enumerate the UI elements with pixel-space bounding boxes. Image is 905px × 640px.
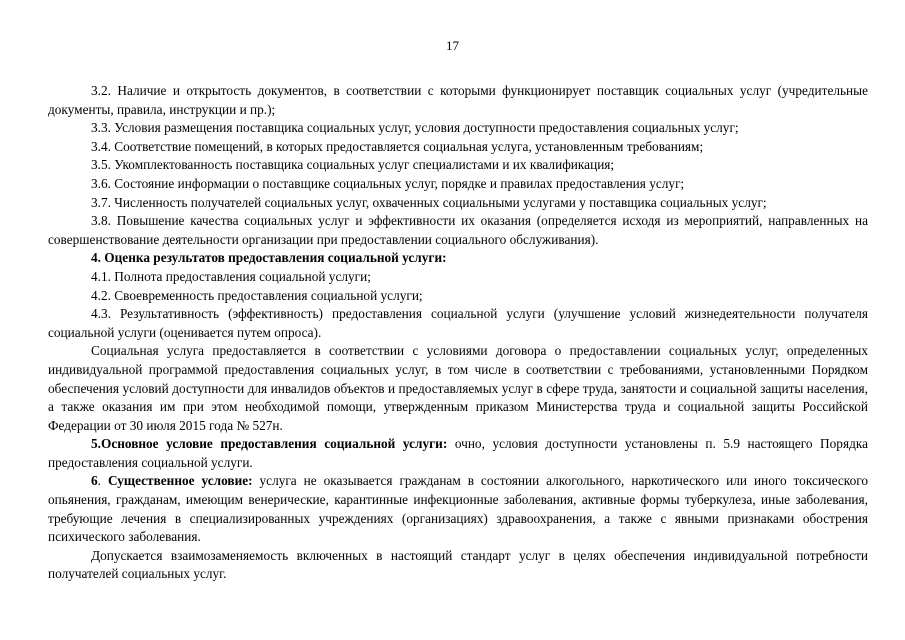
paragraph-3-7: 3.7. Численность получателей социальных услуг, охваченных социальными услугами у поставщика социальных услуг; (91, 194, 767, 210)
paragraph-5 (48, 435, 868, 472)
paragraph-social-service: Социальная услуга предоставляется в соответствии с условиями договора о предоставлении социальных услуг, определенных индивидуальной программой предоставления социальных услуг, в том числе в соответствии с требованиями, установленными Порядком обеспечения условий доступности для инвалидов объектов и предоставляемых услуг в сфере труда, занятости и социальной защиты населения, а также оказания им при этом необходимой помощи, утвержденным приказом Министерства труда и социальной защиты Российской Федерации от 30 июля 2015 года № 527н. (48, 343, 868, 433)
paragraph-6-text: услуга не оказывается гражданам в состоянии алкогольного, наркотического или иного токсического опьянения, гражданам, имеющим венерические, карантинные инфекционные заболевания, активные формы туберкулеза, иные заболевания, требующие лечения в специализированных учреждениях (организациях) здравоохранения, а также с явными признаками обострения психического заболевания. (48, 473, 869, 545)
page-number: 17 (446, 38, 459, 53)
section-4-heading: 4. Оценка результатов предоставления социальной услуги: (91, 250, 447, 266)
paragraph-6-number: 6 (91, 473, 98, 489)
paragraph-4-1: 4.1. Полнота предоставления социальной услуги; (91, 268, 371, 284)
document-body (48, 82, 868, 584)
paragraph-3-3: 3.3. Условия размещения поставщика социальных услуг, условия доступности предоставления социальных услуг; (91, 120, 739, 136)
paragraph-3-2: 3.2. Наличие и открытость документов, в соответствии с которыми функционирует поставщик социальных услуг (учредительные документы, правила, инструкции и пр.); (48, 83, 868, 117)
paragraph-5-text: очно, условия доступности установлены п. 5.9 настоящего Порядка предоставления социальной услуги. (48, 436, 869, 470)
paragraph-6-separator: . (97, 473, 108, 489)
paragraph-4-2: 4.2. Своевременность предоставления социальной услуги; (91, 287, 423, 303)
paragraph-6-bold: Существенное условие: (107, 473, 253, 489)
paragraph-5-bold: 5.Основное условие предоставления социальной услуги: (91, 436, 448, 452)
paragraph-6 (48, 472, 868, 546)
paragraph-3-6: 3.6. Состояние информации о поставщике социальных услуг, порядке и правилах предоставления услуг; (91, 175, 685, 191)
paragraph-interchangeability: Допускается взаимозаменяемость включенных в настоящий стандарт услуг в целях обеспечения индивидуальной потребности получателей социальных услуг. (48, 547, 868, 582)
paragraph-3-8: 3.8. Повышение качества социальных услуг и эффективности их оказания (определяется исходя из мероприятий, направленных на совершенствование деятельности организации при предоставлении социального обслуживания). (48, 213, 868, 247)
paragraph-3-4: 3.4. Соответствие помещений, в которых предоставляется социальная услуга, установленным требованиям; (91, 138, 704, 154)
paragraph-3-5: 3.5. Укомплектованность поставщика социальных услуг специалистами и их квалификация; (91, 157, 615, 173)
paragraph-4-3: 4.3. Результативность (эффективность) предоставления социальной услуги (улучшение условий жизнедеятельности получателя социальной услуги (оценивается путем опроса). (48, 306, 868, 340)
